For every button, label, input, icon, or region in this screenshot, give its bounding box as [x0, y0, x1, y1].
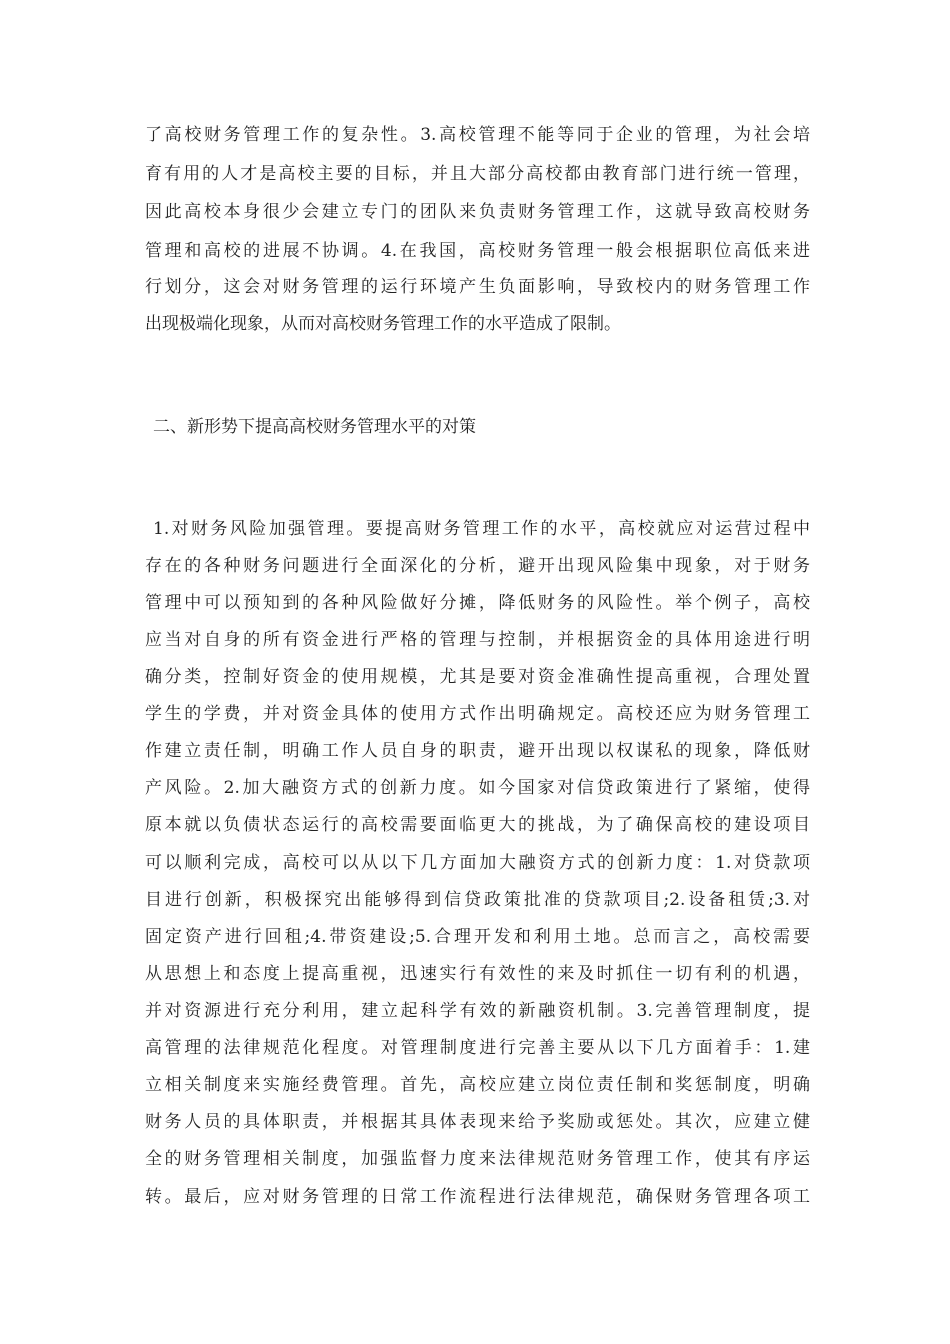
paragraph-2-line-1: 1.对财务风险加强管理。要提高财务管理工作的水平，高校就应对运营过程中 — [153, 519, 810, 539]
paragraph-1-line-5: 行划分，这会对财务管理的运行环境产生负面影响，导致校内的财务管理工作 — [145, 277, 810, 297]
paragraph-2-line-2: 存在的各种财务问题进行全面深化的分析，避开出现风险集中现象，对于财务 — [145, 556, 810, 576]
paragraph-2-line-8: 产风险。2.加大融资方式的创新力度。如今国家对信贷政策进行了紧缩，使得 — [145, 778, 810, 798]
paragraph-1-line-6: 出现极端化现象，从而对高校财务管理工作的水平造成了限制。 — [145, 314, 621, 334]
paragraph-2-line-3: 管理中可以预知到的各种风险做好分摊，降低财务的风险性。举个例子，高校 — [145, 593, 810, 613]
paragraph-2-line-10: 可以顺利完成，高校可以从以下几方面加大融资方式的创新力度：1.对贷款项 — [145, 853, 810, 873]
paragraph-2-line-6: 学生的学费，并对资金具体的使用方式作出明确规定。高校还应为财务管理工 — [145, 704, 810, 724]
paragraph-1-line-2: 育有用的人才是高校主要的目标，并且大部分高校都由教育部门进行统一管理， — [145, 164, 810, 184]
paragraph-1-line-1: 了高校财务管理工作的复杂性。3.高校管理不能等同于企业的管理，为社会培 — [145, 125, 810, 145]
paragraph-2-line-11: 目进行创新，积极探究出能够得到信贷政策批准的贷款项目;2.设备租赁;3.对 — [145, 890, 810, 910]
paragraph-2-line-16: 立相关制度来实施经费管理。首先，高校应建立岗位责任制和奖惩制度，明确 — [145, 1075, 810, 1095]
paragraph-1-line-3: 因此高校本身很少会建立专门的团队来负责财务管理工作，这就导致高校财务 — [145, 202, 810, 222]
paragraph-2-line-9: 原本就以负债状态运行的高校需要面临更大的挑战，为了确保高校的建设项目 — [145, 815, 810, 835]
paragraph-2-line-17: 财务人员的具体职责，并根据其具体表现来给予奖励或惩处。其次，应建立健 — [145, 1112, 810, 1132]
paragraph-2-line-4: 应当对自身的所有资金进行严格的管理与控制，并根据资金的具体用途进行明 — [145, 630, 810, 650]
paragraph-2-line-14: 并对资源进行充分利用，建立起科学有效的新融资机制。3.完善管理制度，提 — [145, 1001, 810, 1021]
paragraph-2-line-5: 确分类，控制好资金的使用规模，尤其是要对资金准确性提高重视，合理处置 — [145, 667, 810, 687]
paragraph-2-line-15: 高管理的法律规范化程度。对管理制度进行完善主要从以下几方面着手：1.建 — [145, 1038, 810, 1058]
paragraph-2-line-19: 转。最后，应对财务管理的日常工作流程进行法律规范，确保财务管理各项工 — [145, 1187, 810, 1207]
paragraph-1-line-4: 管理和高校的进展不协调。4.在我国，高校财务管理一般会根据职位高低来进 — [145, 241, 810, 261]
paragraph-2-line-13: 从思想上和态度上提高重视，迅速实行有效性的来及时抓住一切有利的机遇， — [145, 964, 810, 984]
paragraph-2-line-7: 作建立责任制，明确工作人员自身的职责，避开出现以权谋私的现象，降低财 — [145, 741, 810, 761]
section-heading: 二、新形势下提高高校财务管理水平的对策 — [153, 417, 476, 437]
paragraph-2-line-18: 全的财务管理相关制度，加强监督力度来法律规范财务管理工作，使其有序运 — [145, 1149, 810, 1169]
paragraph-2-line-12: 固定资产进行回租;4.带资建设;5.合理开发和利用土地。总而言之，高校需要 — [145, 927, 810, 947]
